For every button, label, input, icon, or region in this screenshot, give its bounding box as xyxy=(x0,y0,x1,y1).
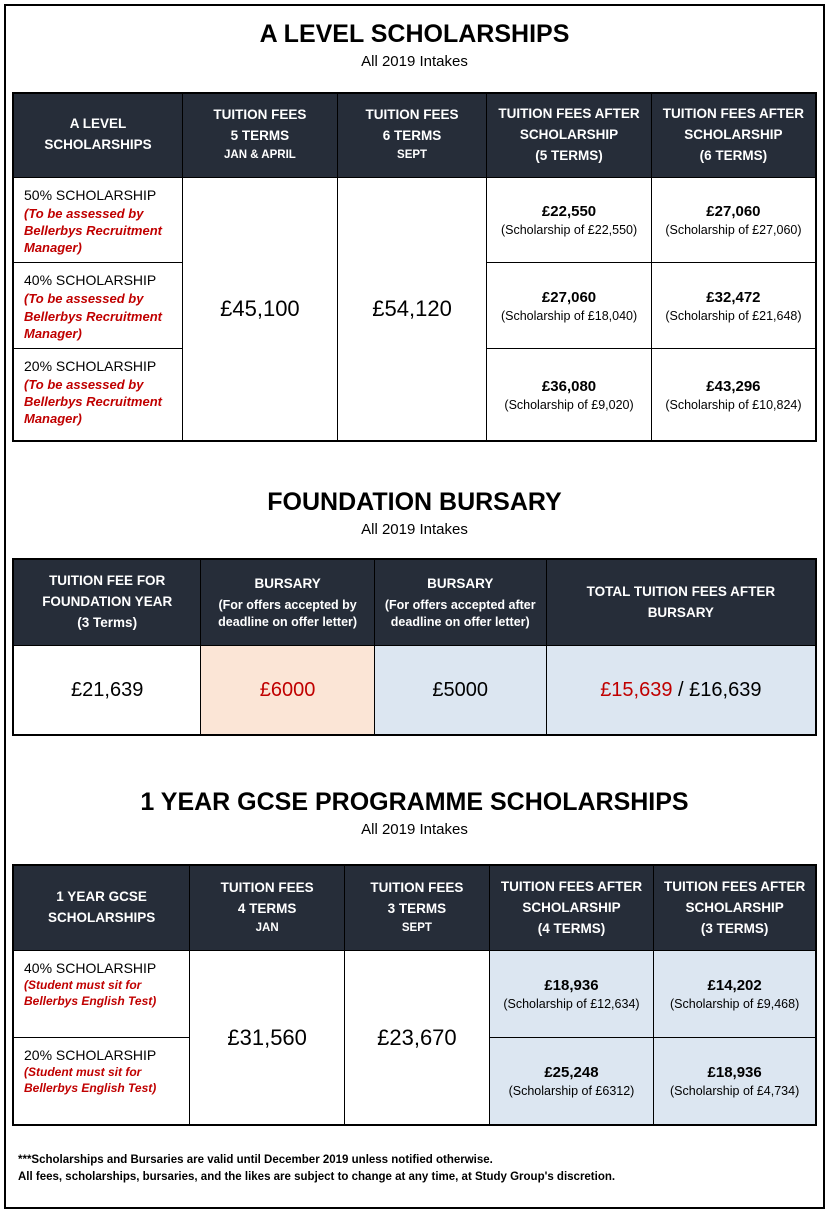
alevel-header-tuition-6-terms xyxy=(337,93,486,177)
header-line: 3 TERMS xyxy=(387,901,447,917)
fee-after-value: £36,080 xyxy=(541,377,597,395)
foundation-header-bursary-late xyxy=(374,559,546,645)
gcse-tuition-4-terms-cell: £31,560 xyxy=(190,950,345,1125)
foundation-bursary-late-cell: £5000 xyxy=(374,645,546,735)
header-line: 6 TERMS xyxy=(382,128,442,144)
scholarship-note: (To be assessed by Bellerbys Recruitment Manager) xyxy=(24,205,162,255)
total-discounted-value: £15,639 xyxy=(600,678,673,701)
gcse-40-after-3-cell xyxy=(654,950,816,1037)
alevel-20-after-6-cell xyxy=(651,348,816,441)
header-line: TUITION FEE FOR xyxy=(49,573,166,589)
scholarship-label: 40% SCHOLARSHIP xyxy=(24,272,157,289)
scholarship-amount-note: (Scholarship of £10,824) xyxy=(665,397,802,412)
foundation-header-total-after xyxy=(546,559,816,645)
header-subline: SEPT xyxy=(401,922,432,935)
footnotes xyxy=(18,1152,823,1185)
scholarship-amount-note: (Scholarship of £6312) xyxy=(508,1084,635,1099)
header-line: TUITION FEES AFTER xyxy=(664,878,806,894)
header-line: 1 YEAR GCSE xyxy=(56,889,147,905)
total-full-value: £16,639 xyxy=(689,678,762,701)
alevel-header-scholarships xyxy=(13,93,182,177)
scholarship-amount-note: (Scholarship of £22,550) xyxy=(500,223,638,238)
gcse-40-label-cell xyxy=(13,950,190,1037)
gcse-scholarships-table xyxy=(12,864,817,1126)
total-separator: / xyxy=(672,678,690,701)
fee-after-value: £32,472 xyxy=(706,288,761,306)
foundation-fee-cell: £21,639 xyxy=(13,645,201,735)
foundation-total-cell xyxy=(546,645,816,735)
foundation-section-title: FOUNDATION BURSARY xyxy=(267,488,562,517)
alevel-50-after-6-cell xyxy=(651,177,816,263)
gcse-section-subtitle: All 2019 Intakes xyxy=(361,821,468,839)
gcse-header-scholarships xyxy=(13,865,190,950)
header-line: BURSARY xyxy=(647,604,714,620)
gcse-tuition-3-terms-cell: £23,670 xyxy=(345,950,490,1125)
scholarship-note: (To be assessed by Bellerbys Recruitment Manager) xyxy=(24,377,162,427)
alevel-50-after-5-cell xyxy=(487,177,652,263)
header-line: A LEVEL xyxy=(69,116,127,132)
header-line: (3 Terms) xyxy=(77,615,138,631)
header-line: 5 TERMS xyxy=(230,128,290,144)
fee-after-value: £27,060 xyxy=(706,203,761,221)
header-line: TUITION FEES xyxy=(370,880,464,896)
scholarship-amount-note: (Scholarship of £4,734) xyxy=(670,1084,800,1099)
fee-after-value: £43,296 xyxy=(706,377,761,395)
footnote-line-1: ***Scholarships and Bursaries are valid until December 2019 unless notified otherwise. xyxy=(18,1154,493,1167)
gcse-20-after-3-cell xyxy=(654,1037,816,1125)
scholarship-amount-note: (Scholarship of £18,040) xyxy=(500,308,638,323)
alevel-20-after-5-cell xyxy=(487,348,652,441)
header-line: BURSARY xyxy=(427,576,494,592)
header-line: SCHOLARSHIP xyxy=(685,899,784,915)
fee-after-value: £27,060 xyxy=(541,288,597,306)
header-line: TUITION FEES AFTER xyxy=(498,105,640,121)
alevel-header-after-scholarship-5 xyxy=(487,93,652,177)
document-page xyxy=(4,4,825,1209)
scholarship-note: (To be assessed by Bellerbys Recruitment Manager) xyxy=(24,291,162,341)
foundation-section-subtitle: All 2019 Intakes xyxy=(361,521,468,539)
scholarship-label: 20% SCHOLARSHIP xyxy=(24,1046,157,1063)
header-subline: (For offers accepted after deadline on offer letter) xyxy=(384,598,536,630)
gcse-20-after-4-cell xyxy=(489,1037,654,1125)
alevel-tuition-6-terms-cell: £54,120 xyxy=(337,177,486,441)
scholarship-note: (Student must sit for Bellerbys English Test) xyxy=(24,978,157,1008)
scholarship-amount-note: (Scholarship of £9,020) xyxy=(504,397,634,412)
alevel-section-subtitle: All 2019 Intakes xyxy=(361,53,468,70)
footnote-line-2: All fees, scholarships, bursaries, and the likes are subject to change at any time, at Study Group's discretion. xyxy=(18,1170,616,1183)
header-line: BURSARY xyxy=(254,576,321,592)
header-line: SCHOLARSHIP xyxy=(522,899,621,915)
scholarship-amount-note: (Scholarship of £27,060) xyxy=(665,223,802,238)
header-line: (4 TERMS) xyxy=(537,920,606,936)
header-subline: SEPT xyxy=(397,149,428,162)
header-subline: JAN & APRIL xyxy=(224,149,296,162)
fee-after-value: £14,202 xyxy=(707,977,762,995)
alevel-header-tuition-5-terms xyxy=(182,93,337,177)
header-line: TUITION FEES xyxy=(220,880,314,896)
gcse-20-label-cell xyxy=(13,1037,190,1125)
header-line: (5 TERMS) xyxy=(535,147,603,163)
gcse-header-tuition-3-terms xyxy=(345,865,490,950)
alevel-40-after-6-cell xyxy=(651,263,816,349)
alevel-section-title: A LEVEL SCHOLARSHIPS xyxy=(259,20,570,48)
alevel-scholarships-table xyxy=(12,92,817,442)
fee-after-value: £18,936 xyxy=(544,977,599,995)
gcse-row-40 xyxy=(13,950,816,1037)
gcse-header-after-scholarship-3 xyxy=(654,865,816,950)
header-line: TUITION FEES xyxy=(213,107,307,123)
alevel-40-label-cell xyxy=(13,263,182,349)
alevel-header-row xyxy=(13,93,816,177)
gcse-header-row xyxy=(13,865,816,950)
alevel-20-label-cell xyxy=(13,348,182,441)
header-line: FOUNDATION YEAR xyxy=(42,594,173,610)
fee-after-value: £18,936 xyxy=(707,1064,762,1082)
alevel-row-50 xyxy=(13,177,816,263)
fee-after-value: £22,550 xyxy=(541,203,597,221)
header-line: 4 TERMS xyxy=(237,901,297,917)
header-line: SCHOLARSHIP xyxy=(684,126,783,142)
gcse-header-after-scholarship-4 xyxy=(489,865,654,950)
scholarship-amount-note: (Scholarship of £9,468) xyxy=(670,997,800,1012)
foundation-header-row xyxy=(13,559,816,645)
alevel-50-label-cell xyxy=(13,177,182,263)
gcse-40-after-4-cell xyxy=(489,950,654,1037)
scholarship-note: (Student must sit for Bellerbys English Test) xyxy=(24,1065,157,1095)
foundation-bursary-early-cell: £6000 xyxy=(201,645,374,735)
header-line: SCHOLARSHIPS xyxy=(47,910,156,926)
gcse-section-title: 1 YEAR GCSE PROGRAMME SCHOLARSHIPS xyxy=(140,788,689,817)
header-line: TUITION FEES AFTER xyxy=(500,878,643,894)
header-subline: (For offers accepted by deadline on offer letter) xyxy=(218,598,358,630)
scholarship-amount-note: (Scholarship of £12,634) xyxy=(503,997,640,1012)
scholarship-label: 50% SCHOLARSHIP xyxy=(24,186,157,203)
foundation-header-tuition-fee xyxy=(13,559,201,645)
header-line: TUITION FEES xyxy=(365,107,459,123)
header-line: SCHOLARSHIP xyxy=(519,126,619,142)
header-line: (3 TERMS) xyxy=(700,920,769,936)
fee-after-value: £25,248 xyxy=(544,1064,599,1082)
alevel-tuition-5-terms-cell: £45,100 xyxy=(182,177,337,441)
header-line: (6 TERMS) xyxy=(699,147,768,163)
gcse-header-tuition-4-terms xyxy=(190,865,345,950)
foundation-data-row xyxy=(13,645,816,735)
header-line: TOTAL TUITION FEES AFTER xyxy=(586,583,776,599)
foundation-bursary-table xyxy=(12,558,817,736)
header-subline: JAN xyxy=(255,922,279,935)
header-line: SCHOLARSHIPS xyxy=(44,137,152,153)
alevel-40-after-5-cell xyxy=(487,263,652,349)
scholarship-amount-note: (Scholarship of £21,648) xyxy=(665,308,802,323)
scholarship-label: 20% SCHOLARSHIP xyxy=(24,357,157,374)
foundation-header-bursary-early xyxy=(201,559,374,645)
header-line: TUITION FEES AFTER xyxy=(662,105,805,121)
alevel-header-after-scholarship-6 xyxy=(651,93,816,177)
scholarship-label: 40% SCHOLARSHIP xyxy=(24,959,157,976)
